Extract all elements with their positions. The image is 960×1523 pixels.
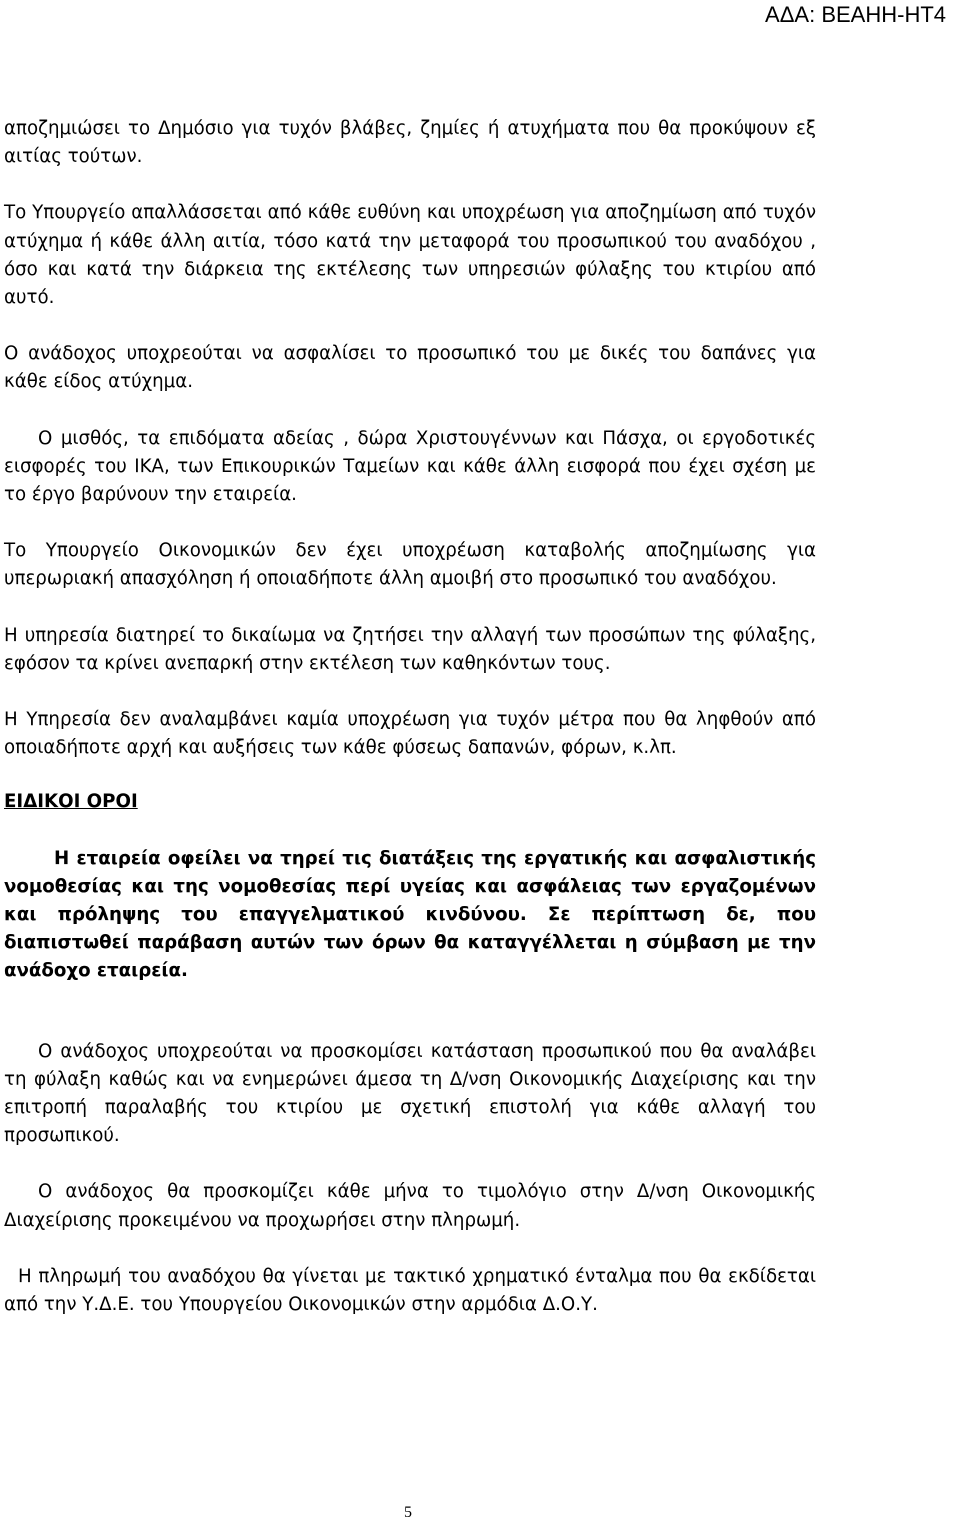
paragraph-staff-replacement: Η υπηρεσία διατηρεί το δικαίωμα να ζητήσει την αλλαγή των προσώπων της φύλαξης, εφόσον τα κρίνει ανεπαρκή στην εκτέλεση των καθηκόντων τους.	[4, 624, 816, 674]
page-number: 5	[404, 1504, 412, 1521]
paragraph-salary-costs: Ο μισθός, τα επιδόματα αδείας , δώρα Χριστουγέννων και Πάσχα, οι εργοδοτικές εισφορές του ΙΚΑ, των Επικουρικών Ταμείων και κάθε άλλη εισφορά που έχει σχέση με το έργο βαρύνουν την εταιρεία.	[4, 427, 816, 506]
paragraph-staff-list: Ο ανάδοχος υποχρεούται να προσκομίσει κατάσταση προσωπικού που θα αναλάβει τη φύλαξη καθώς και να ενημερώνει άμεσα τη Δ/νση Οικονομικής Διαχείρισης και την επιτροπή παραλαβής του κτιρίου με σχετική επιστολή για κάθε αλλαγή του προσωπικού.	[4, 1040, 816, 1147]
paragraph-overtime: Το Υπουργείο Οικονομικών δεν έχει υποχρέωση καταβολής αποζημίωσης για υπερωριακή απασχόληση ή οποιαδήποτε άλλη αμοιβή στο προσωπικό του αναδόχου.	[4, 540, 816, 590]
paragraph-labor-law-compliance: Η εταιρεία οφείλει να τηρεί τις διατάξεις της εργατικής και ασφαλιστικής νομοθεσίας και της νομοθεσίας περί υγείας και ασφάλειας των εργαζομένων και πρόληψης του επαγγελματικού κινδύνου. Σε περίπτωση δε, που διαπιστωθεί παράβαση αυτών των όρων θα καταγγέλλεται η σύμβαση με την ανάδοχο εταιρεία.	[4, 847, 816, 982]
document-body	[4, 115, 816, 1319]
paragraph-ministry-liability: Το Υπουργείο απαλλάσσεται από κάθε ευθύνη και υποχρέωση για αποζημίωση από τυχόν ατύχημα ή κάθε άλλη αιτία, τόσο κατά την μεταφορά του προσωπικού του αναδόχου , όσο και κατά την διάρκεια της εκτέλεσης των υπηρεσιών φύλαξης του κτιρίου από αυτό.	[4, 202, 816, 309]
document-code-header: ΑΔΑ: ΒΕΑΗΗ-ΗΤ4	[765, 2, 946, 27]
paragraph-staff-insurance: Ο ανάδοχος υποχρεούται να ασφαλίσει το προσωπικό του με δικές του δαπάνες για κάθε είδος ατύχημα.	[4, 343, 816, 393]
paragraph-cost-increases: Η Υπηρεσία δεν αναλαμβάνει καμία υποχρέωση για τυχόν μέτρα που θα ληφθούν από οποιαδήποτε αρχή και αυξήσεις των κάθε φύσεως δαπανών, φόρων, κ.λπ.	[4, 709, 816, 759]
section-heading-special-terms: ΕΙΔΙΚΟΙ ΟΡΟΙ	[4, 791, 138, 813]
paragraph-payment: Η πληρωμή του αναδόχου θα γίνεται με τακτικό χρηματικό ένταλμα που θα εκδίδεται από την Υ.Δ.Ε. του Υπουργείου Οικονομικών στην αρμόδια Δ.Ο.Υ.	[4, 1265, 816, 1316]
paragraph-compensation: αποζημιώσει το Δημόσιο για τυχόν βλάβες, ζημίες ή ατυχήματα που θα προκύψουν εξ αιτίας τούτων.	[4, 118, 816, 168]
paragraph-monthly-invoice: Ο ανάδοχος θα προσκομίζει κάθε μήνα το τιμολόγιο στην Δ/νση Οικονομικής Διαχείρισης προκειμένου να προχωρήσει στην πληρωμή.	[4, 1181, 816, 1231]
